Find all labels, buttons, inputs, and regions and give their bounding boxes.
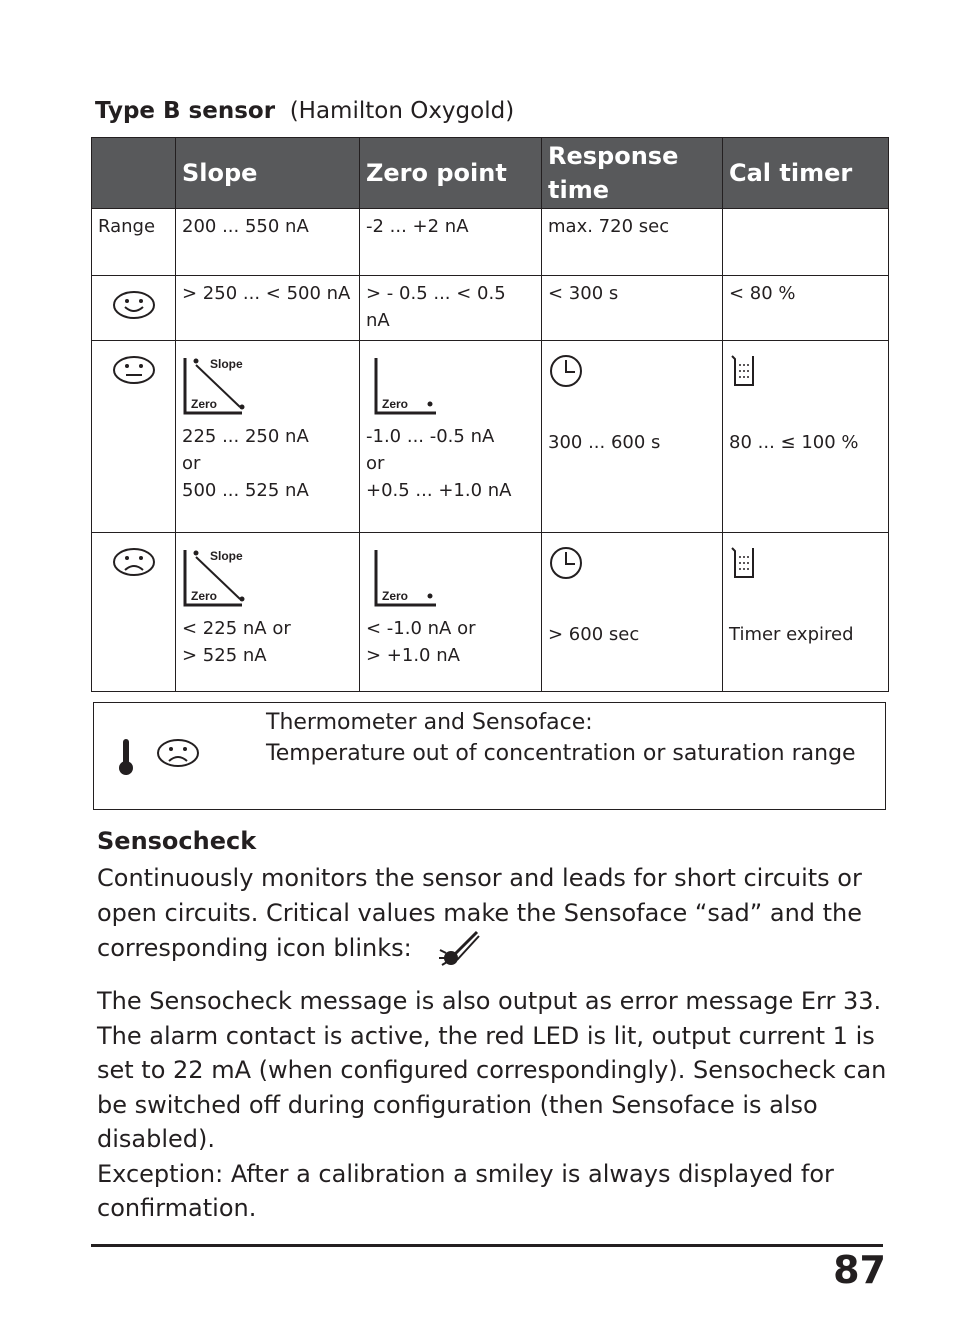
beaker-icon — [729, 545, 759, 581]
thermometer-icon — [116, 737, 136, 777]
sad-zero-cell — [360, 533, 542, 692]
thermometer-note-line-2: Temperature out of concentration or saturation range — [266, 741, 856, 766]
sensocheck-heading: Sensocheck — [97, 827, 257, 855]
zero-graph-label-zero: Zero — [382, 397, 409, 411]
sad-icon-cell — [92, 533, 176, 692]
sensocheck-paragraph-1 — [97, 861, 887, 968]
sensoface-criteria-table — [91, 137, 889, 692]
neutral-zero-line-3: +0.5 ... +1.0 nA — [366, 480, 512, 501]
sad-timer-cell — [723, 533, 889, 692]
thermometer-note-box — [93, 702, 886, 810]
sensocheck-paragraph-1-text: Continuously monitors the sensor and leads for short circuits or open circuits. Critical values make the Sensoface “sad” and the corresponding icon blinks: — [97, 864, 863, 962]
happy-icon-cell — [92, 276, 176, 341]
header-cal-timer: Cal timer — [723, 138, 889, 209]
header-response-time: Response time — [542, 138, 723, 209]
section-title-rest: (Hamilton Oxygold) — [289, 98, 515, 124]
sad-timer: Timer expired — [729, 624, 854, 645]
table-row-happy — [92, 276, 889, 341]
neutral-timer-cell — [723, 341, 889, 533]
neutral-zero-line-1: -1.0 ... -0.5 nA — [366, 426, 495, 447]
zero-graph-icon — [366, 547, 446, 609]
thermometer-note-text — [266, 707, 856, 769]
beaker-icon — [729, 353, 759, 389]
clock-icon — [548, 353, 584, 389]
neutral-slope-line-1: 225 ... 250 nA — [182, 426, 309, 447]
happy-zero: > - 0.5 ... < 0.5 nA — [360, 276, 542, 341]
table-row-sad — [92, 533, 889, 692]
neutral-response: 300 ... 600 s — [548, 432, 661, 453]
section-title — [95, 98, 514, 124]
sad-response-cell — [542, 533, 723, 692]
sensocheck-icon — [437, 930, 481, 968]
happy-slope: > 250 ... < 500 nA — [176, 276, 360, 341]
slope-graph-icon — [182, 355, 262, 417]
neutral-icon-cell — [92, 341, 176, 533]
neutral-slope-line-3: 500 ... 525 nA — [182, 480, 309, 501]
sad-face-icon — [156, 738, 200, 768]
thermometer-note-line-1: Thermometer and Sensoface: — [266, 710, 593, 735]
sensocheck-paragraph-2 — [97, 984, 887, 1226]
section-title-bold: Type B sensor — [95, 98, 276, 124]
neutral-response-cell — [542, 341, 723, 533]
zero-graph-icon — [366, 355, 446, 417]
sensocheck-paragraph-3-text: Exception: After a calibration a smiley is always displayed for confirmation. — [97, 1159, 834, 1222]
neutral-zero-cell — [360, 341, 542, 533]
neutral-zero-line-2: or — [366, 453, 385, 474]
happy-face-icon — [112, 290, 156, 320]
header-zero-point: Zero point — [360, 138, 542, 209]
happy-response: < 300 s — [542, 276, 723, 341]
slope-graph-label-slope: Slope — [210, 549, 243, 563]
header-blank — [92, 138, 176, 209]
neutral-timer: 80 ... ≤ 100 % — [729, 432, 859, 453]
clock-icon — [548, 545, 584, 581]
sensocheck-paragraph-2-text: The Sensocheck message is also output as error message Err 33. The alarm contact is active, the red LED is lit, output current 1 is set to 22 mA (when configured correspondingly). Sensocheck can be switched off during configuration (then Sensoface is also disabled). — [97, 987, 887, 1153]
header-slope: Slope — [176, 138, 360, 209]
page-number: 87 — [833, 1248, 886, 1292]
table-header-row — [92, 138, 889, 209]
slope-graph-label-zero: Zero — [191, 397, 218, 411]
slope-graph-label-slope: Slope — [210, 357, 243, 371]
zero-graph-label-zero: Zero — [382, 589, 409, 603]
neutral-slope-line-2: or — [182, 453, 201, 474]
sad-response: > 600 sec — [548, 624, 640, 645]
sad-zero-line-1: < -1.0 nA or — [366, 618, 476, 639]
range-slope: 200 ... 550 nA — [176, 209, 360, 276]
range-zero: -2 ... +2 nA — [360, 209, 542, 276]
neutral-slope-cell — [176, 341, 360, 533]
table-row-neutral — [92, 341, 889, 533]
happy-timer: < 80 % — [723, 276, 889, 341]
sad-slope-line-2: > 525 nA — [182, 645, 267, 666]
range-label: Range — [92, 209, 176, 276]
footer-rule — [91, 1244, 883, 1247]
sad-zero-line-2: > +1.0 nA — [366, 645, 460, 666]
range-timer — [723, 209, 889, 276]
table-row-range — [92, 209, 889, 276]
slope-graph-label-zero: Zero — [191, 589, 218, 603]
range-response: max. 720 sec — [542, 209, 723, 276]
neutral-face-icon — [112, 355, 156, 385]
sad-slope-line-1: < 225 nA or — [182, 618, 291, 639]
sad-face-icon — [112, 547, 156, 577]
sad-slope-cell — [176, 533, 360, 692]
slope-graph-icon — [182, 547, 262, 609]
